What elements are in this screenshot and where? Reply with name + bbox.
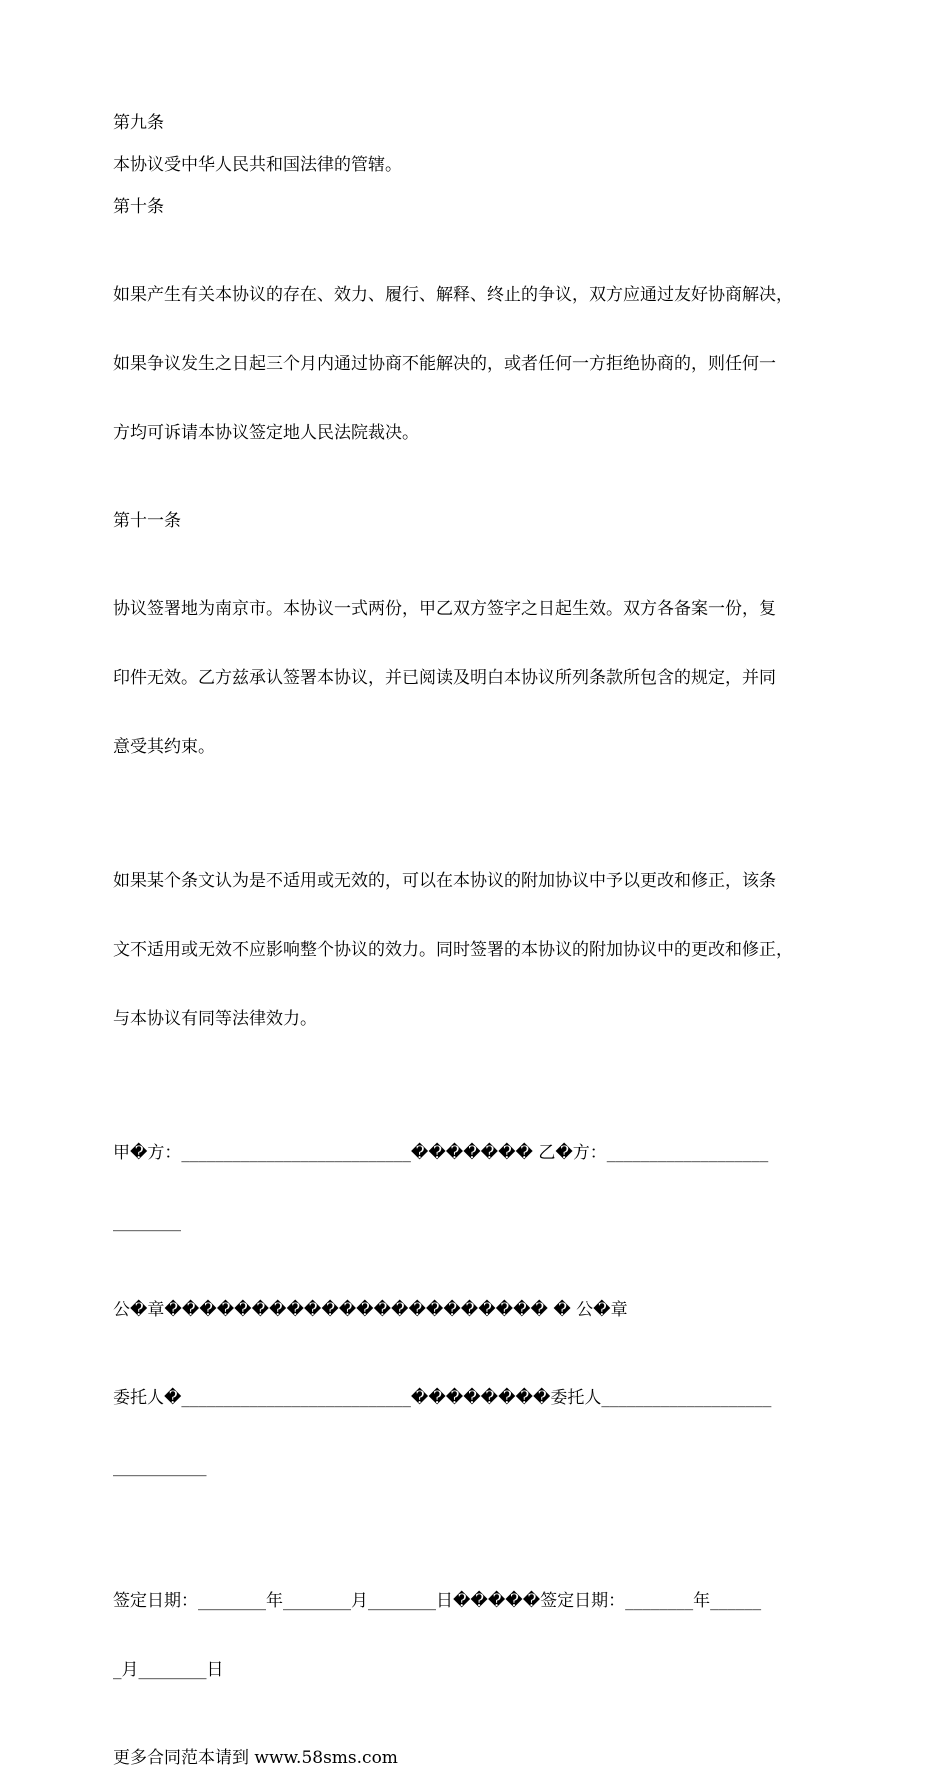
article-9-text: 本协议受中华人民共和国法律的管辖。 — [113, 155, 402, 175]
article-10-text — [113, 238, 838, 491]
signing-date-lines — [113, 1544, 838, 1728]
article-10-line: 方均可诉请本协议签定地人民法院裁决。 — [113, 423, 419, 443]
footer-more-contracts: 更多合同范本请到 www.58sms.com — [113, 1748, 398, 1768]
article-10-line: 如果产生有关本协议的存在、效力、履行、解释、终止的争议，双方应通过友好协商解决， — [113, 285, 793, 305]
article-11-line: 意受其约束。 — [113, 737, 215, 757]
party-line: 甲�方：___________________________������� 乙�方：___________________ — [113, 1143, 769, 1163]
clause-text — [113, 824, 838, 1077]
article-11-line: 印件无效。乙方兹承认签署本协议，并已阅读及明白本协议所列条款所包含的规定，并同 — [113, 668, 776, 688]
clause-line: 文不适用或无效不应影响整个协议的效力。同时签署的本协议的附加协议中的更改和修正， — [113, 940, 793, 960]
article-11-line: 协议签署地为南京市。本协议一式两份，甲乙双方签字之日起生效。双方各备案一份，复 — [113, 599, 776, 619]
article-11-title: 第十一条 — [113, 511, 181, 531]
article-9-title: 第九条 — [113, 113, 164, 133]
party-line: ________ — [113, 1212, 181, 1232]
agent-line: ___________ — [113, 1457, 207, 1477]
article-10-line: 如果争议发生之日起三个月内通过协商不能解决的，或者任何一方拒绝协商的，则任何一 — [113, 354, 776, 374]
article-10-title: 第十条 — [113, 197, 164, 217]
agent-line: 委托人�___________________________��������委托人____________________ — [113, 1388, 772, 1408]
seal-line: 公�章���������������������� � 公�章 — [113, 1300, 628, 1320]
date-line: 签定日期：________年________月________日�����签定日期：________年______ — [113, 1591, 762, 1611]
agent-signature-lines — [113, 1341, 838, 1525]
clause-line: 与本协议有同等法律效力。 — [113, 1009, 317, 1029]
party-signature-lines — [113, 1096, 838, 1280]
date-line: _月________日 — [113, 1660, 224, 1680]
article-11-text — [113, 552, 838, 805]
clause-line: 如果某个条文认为是不适用或无效的，可以在本协议的附加协议中予以更改和修正，该条 — [113, 871, 776, 891]
contract-page — [113, 112, 838, 1789]
